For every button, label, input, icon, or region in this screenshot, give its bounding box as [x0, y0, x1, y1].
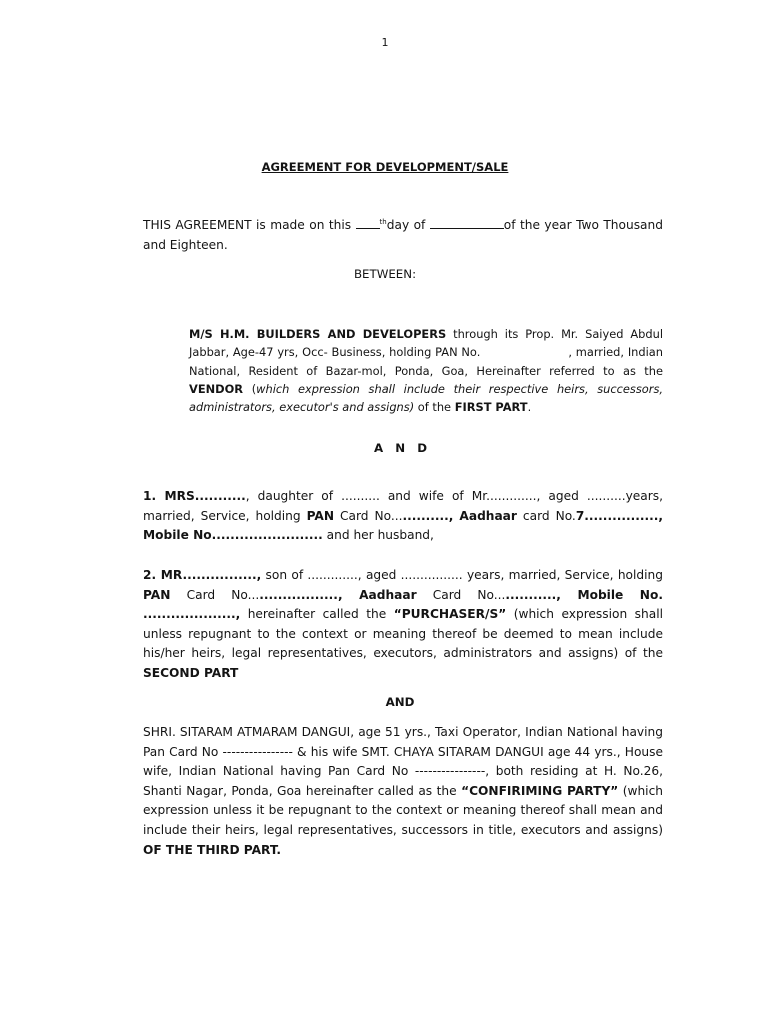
first-party-paragraph [189, 325, 663, 416]
month-blank [430, 217, 504, 229]
intro-text-2: day of [386, 218, 430, 232]
first-party-text-2: , married, Indian National, Resident of Bazar-mol, Ponda, Goa, Hereinafter referred to as the [189, 345, 663, 378]
and-heading: AND [385, 695, 415, 709]
vendor-role: VENDOR [189, 381, 244, 396]
purchaser-1-aadhaar-label: Aadhaar [459, 508, 517, 523]
purchaser-1-text-4: card No. [516, 508, 576, 523]
purchaser-1-paragraph [143, 487, 663, 546]
third-party-text-1: SHRI. SITARAM ATMARAM DANGUI, age 51 yrs., Taxi Operator, Indian National having Pan Card No ---------------- & his wife SMT. CHAYA SITARAM DANGUI age 44 yrs., House wife, Indian National having Pan Card No ----------------, both residing at H. No.26, Shanti Nagar, Ponda, Goa hereinafter called as the [143, 725, 663, 798]
purchaser-2-pan-label: PAN [143, 587, 171, 602]
purchaser-2-text-4: hereinafter called the [240, 607, 394, 622]
first-party-text-3: ( [243, 381, 257, 396]
day-blank [356, 217, 380, 229]
purchaser-2-label: 2. MR................, [143, 568, 262, 582]
second-part-label: SECOND PART [143, 665, 239, 680]
vendor-name: M/S H.M. BUILDERS AND DEVELOPERS [189, 327, 447, 341]
purchaser-2-text-1: son of ............., aged ................ years, married, Service, holding [261, 568, 663, 582]
between-heading: BETWEEN: [353, 267, 417, 281]
purchaser-2-mobile: ..........., Mobile No. ...................., [143, 587, 663, 622]
first-party-text-4: of the [414, 400, 455, 415]
purchaser-2-paragraph [143, 566, 663, 684]
confirming-party-role: “CONFIRIMING PARTY” [461, 783, 619, 798]
intro-paragraph [143, 216, 663, 255]
first-party-text-1: through its Prop. Mr. Saiyed Abdul Jabbar, Age-47 yrs, Occ- Business, holding PAN No. [189, 327, 664, 360]
purchaser-role: “PURCHASER/S” [393, 607, 507, 622]
third-party-paragraph [143, 723, 663, 860]
intro-text-3: of the year Two Thousand and Eighteen. [143, 218, 663, 252]
purchaser-1-pan-dots: .........., [402, 508, 454, 523]
purchaser-1-pan-label: PAN [306, 508, 335, 523]
purchaser-1-label: 1. MRS........... [143, 489, 246, 503]
purchaser-2-text-2: Card No... [170, 587, 260, 602]
first-part-label: FIRST PART [454, 400, 528, 415]
intro-text-1: THIS AGREEMENT is made on this [143, 218, 356, 232]
purchaser-1-text-1: , daughter of .......... and wife of Mr............., aged ..........years, married, Service, holding [143, 489, 663, 523]
purchaser-1-card-no: 7................, Mobile No........................ [143, 508, 663, 543]
purchaser-2-text-5: (which expression shall unless repugnant to the context or meaning thereof be deemed to mean include his/her heirs, legal representatives, executors, administrators and assigns) of the [143, 607, 663, 661]
third-part-label: OF THE THIRD PART. [143, 842, 281, 857]
vendor-expression: which expression shall include their respective heirs, successors, administrators, executor's and assigns) [189, 381, 663, 415]
purchaser-2-pan-dots: ................., Aadhaar [259, 587, 417, 602]
first-party-text-5: . [527, 400, 532, 415]
day-ordinal: th [379, 217, 387, 226]
document-title: AGREEMENT FOR DEVELOPMENT/SALE [261, 160, 509, 174]
page-number: 1 [381, 36, 389, 49]
purchaser-1-text-5: and her husband, [322, 528, 434, 543]
purchaser-1-text-2: Card No... [334, 508, 403, 523]
and-spaced-heading: A N D [373, 441, 431, 455]
purchaser-2-text-3: Card No... [416, 587, 506, 602]
third-party-text-2: (which expression unless it be repugnant to the context or meaning thereof shall mean and include their heirs, legal representatives, successors in title, executors and assigns) [143, 783, 663, 837]
